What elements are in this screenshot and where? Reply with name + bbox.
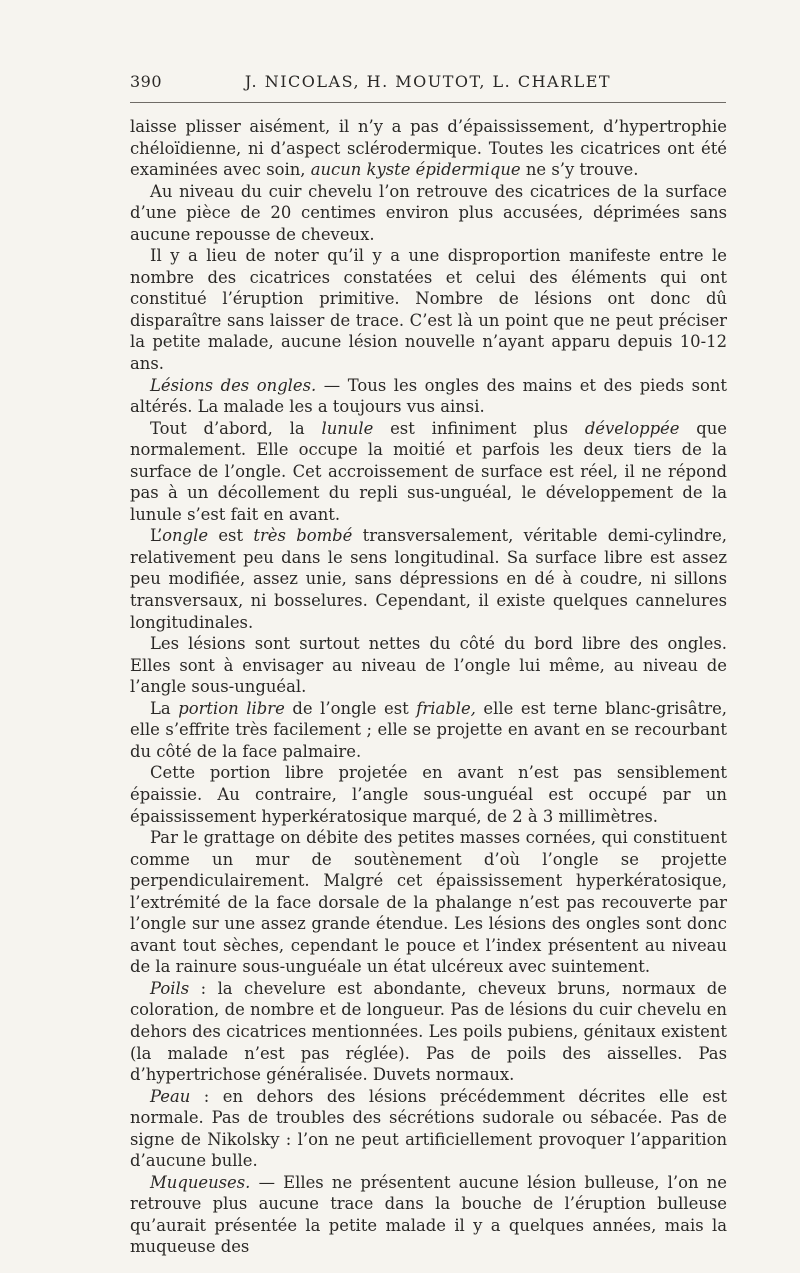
page-header [130,66,726,96]
italic-run: portion libre [178,698,285,718]
paragraph-disproportion [130,245,727,374]
text-run: — Elles ne présentent aucune lésion bulleuse, l’on ne retrouve plus aucune trace dans la bouche de l’éruption bulleuse qu’aurait présentée la petite malade il y a quelques années, mais la muqueuse des [130,1172,727,1257]
paragraph-bord-libre [130,633,727,698]
text-run: transversalement, véritable demi-cylindre, relativement peu dans le sens longitudinal. Sa surface libre est assez peu modifiée, assez unie, sans dépressions en dé à coudre, ni sillons transversaux, ni bosselures. Cependant, il existe quelques cannelures longitudinales. [130,526,727,632]
body-text [130,116,727,1258]
text-run: de l’ongle est [284,698,417,718]
text-run: Les lésions sont surtout nettes du côté du bord libre des ongles. Elles sont à envisager au niveau de l’ongle lui même, au niveau de l’angle sous-unguéal. [130,634,727,697]
italic-run: lunule [321,418,374,438]
paragraph-hyperkeratose [130,762,727,827]
italic-run: friable, [416,698,476,718]
paragraph-grattage [130,827,727,978]
text-run: Par le grattage on débite des petites masses cornées, qui constituent comme un mur de soutènement d’où l’ongle se projette perpendiculairement. Malgré cet épaississement hyperkératosique, l’extrémité de la face dorsale de la phalange n’est pas recouverte par l’ongle sur une assez grande étendue. Les lésions des ongles sont donc avant tout sèches, cependant le pouce et l’index présentent au niveau de la rainure sous-unguéale un état ulcéreux avec suintement. [130,828,727,977]
paragraph-continuation [130,116,727,181]
text-run: est [208,526,254,546]
text-run: — Tous les ongles des mains et des pieds sont altérés. La malade les a toujours vus ainsi. [130,375,727,417]
paragraph-muqueuses [130,1172,727,1258]
text-run: : en dehors des lésions précédemment décrites elle est normale. Pas de troubles des sécrétions sudorale ou sébacée. Pas de signe de Nikolsky : l’on ne peut artificiellement provoquer l’apparition d’aucune bulle. [130,1086,727,1171]
paragraph-ongle-bombe [130,525,727,633]
text-run: Tout d’abord, la [150,418,322,438]
header-rule [130,102,726,103]
text-run: Cette portion libre projetée en avant n’est pas sensiblement épaissie. Au contraire, l’angle sous-unguéal est occupé par un épaississement hyperkératosique marqué, de 2 à 3 millimètres. [130,763,727,826]
text-run: : la chevelure est abondante, cheveux bruns, normaux de coloration, de nombre et de longueur. Pas de lésions du cuir chevelu en dehors des cicatrices mentionnées. Les poils pubiens, génitaux existent (la malade n’est pas réglée). Pas de poils des aisselles. Pas d’hypertrichose généralisée. Duvets normaux. [130,978,727,1085]
running-head: J. NICOLAS, H. MOUTOT, L. CHARLET [244,72,612,91]
text-run: est infiniment plus [373,418,585,438]
italic-run: aucun kyste épidermique [310,160,521,180]
page-number: 390 [130,72,163,91]
italic-run: Muqueuses. [150,1172,251,1192]
italic-run: très bombé [253,526,353,546]
paragraph-peau [130,1086,727,1172]
text-run: elle est terne blanc-grisâtre, elle s’effrite très facilement ; elle se projette en avant en se recourbant du côté de la face palmaire. [130,698,727,761]
paragraph-poils [130,978,727,1086]
text-run: Il y a lieu de noter qu’il y a une disproportion manifeste entre le nombre des cicatrices constatées et celui des éléments qui ont constitué l’éruption primitive. Nombre de lésions ont donc dû disparaître sans laisser de trace. C’est là un point que ne peut préciser la petite malade, aucune lésion nouvelle n’ayant apparu depuis 10-12 ans. [130,246,727,374]
text-run: La [150,698,179,718]
italic-run: Lésions des ongles. [150,375,317,395]
text-run: ne s’y trouve. [520,160,639,180]
italic-run: Poils [150,978,190,998]
text-run: laisse plisser aisément, il n’y a pas d’épaississement, d’hypertrophie chéloïdienne, ni d’aspect sclérodermique. Toutes les cicatrices ont été examinées avec soin, [130,117,727,180]
italic-run: Peau [150,1086,191,1106]
text-run: Au niveau du cuir chevelu l’on retrouve des cicatrices de la surface d’une pièce de 20 centimes environ plus accusées, déprimées sans aucune repousse de cheveux. [130,181,727,244]
italic-run: ongle [162,526,209,546]
text-run: L’ [150,526,163,546]
italic-run: développée [584,418,680,438]
paragraph-lunule [130,418,727,526]
paragraph-portion-libre [130,698,727,763]
paragraph-cuir-chevelu [130,181,727,246]
text-run: que normalement. Elle occupe la moitié et parfois les deux tiers de la surface de l’ongle. Cet accroissement de surface est réel, il ne répond pas à un décollement du repli sus-unguéal, le développement de la lunule s’est fait en avant. [130,418,728,524]
paragraph-lesions-ongles [130,375,727,418]
